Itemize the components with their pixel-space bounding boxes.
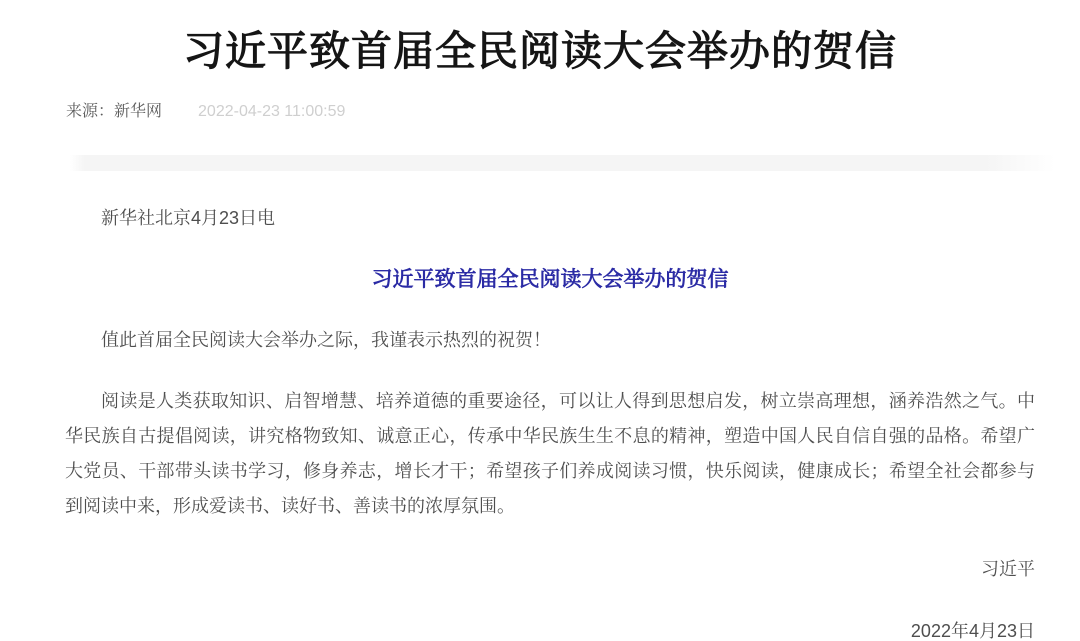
article-meta xyxy=(66,98,1080,121)
publish-timestamp: 2022-04-23 11:00:59 xyxy=(198,103,346,120)
article-dateline: 新华社北京4月23日电 xyxy=(101,208,276,228)
article-body xyxy=(65,201,1035,641)
source-label: 来源：新华网 xyxy=(66,103,163,120)
content-divider xyxy=(70,155,1055,171)
page-title: 习近平致首届全民阅读大会举办的贺信 xyxy=(183,28,897,74)
article-paragraph: 值此首届全民阅读大会举办之际，我谨表示热烈的祝贺！ xyxy=(101,330,551,350)
article-paragraph: 阅读是人类获取知识、启智增慧、培养道德的重要途径，可以让人得到思想启发，树立崇高理想，涵养浩然之气。中华民族自古提倡阅读，讲究格物致知、诚意正心，传承中华民族生生不息的精神，塑造中国人民自信自强的品格。希望广大党员、干部带头读书学习，修身养志，增长才干；希望孩子们养成阅读习惯，快乐阅读，健康成长；希望全社会都参与到阅读中来，形成爱读书、读好书、善读书的浓厚氛围。 xyxy=(65,391,1035,516)
article-subtitle: 习近平致首届全民阅读大会举办的贺信 xyxy=(371,268,729,291)
article-date: 2022年4月23日 xyxy=(910,621,1035,641)
article-signature: 习近平 xyxy=(981,559,1035,579)
